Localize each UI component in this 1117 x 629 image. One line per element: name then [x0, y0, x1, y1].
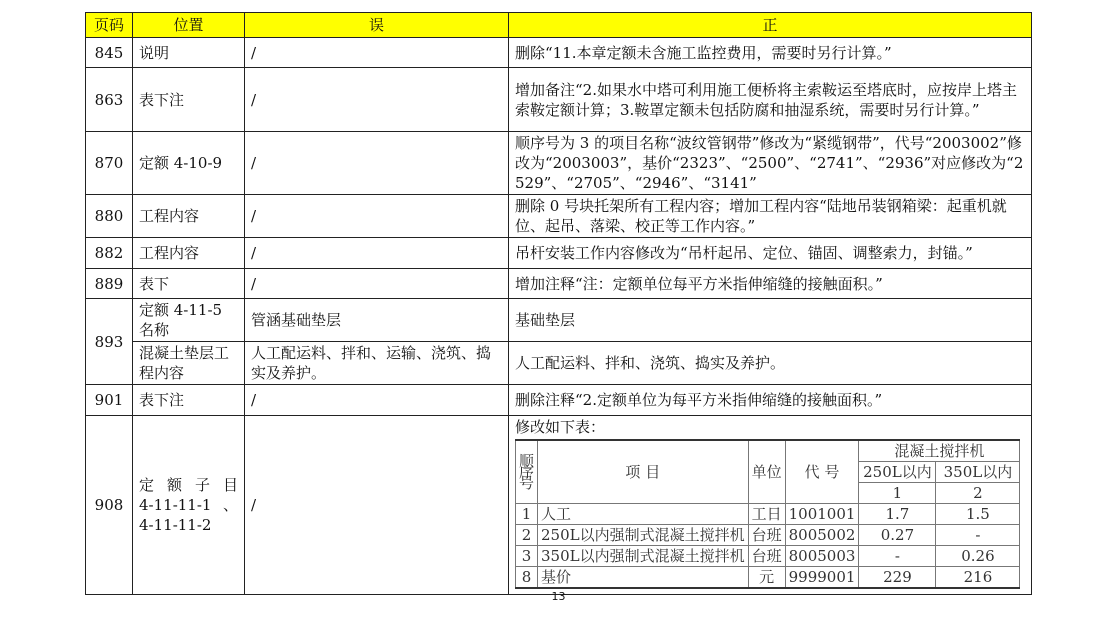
- correction-intro: 修改如下表：: [515, 418, 606, 436]
- header-position: 位置: [133, 13, 245, 38]
- cell-correct: 增加注释“注：定额单位每平方米指伸缩缝的接触面积。”: [509, 269, 1032, 299]
- sub-cell-unit: 台班: [748, 546, 785, 567]
- sub-cell-seq: 1: [516, 504, 538, 525]
- sub-header-col2: 350L以内: [936, 462, 1020, 483]
- sub-header-group: 混凝土搅拌机: [859, 440, 1020, 462]
- sub-header-code: 代 号: [785, 440, 859, 504]
- sub-header-col1: 250L以内: [859, 462, 936, 483]
- table-row: [86, 416, 1032, 595]
- cell-correct: 人工配运料、拌和、浇筑、捣实及养护。: [509, 342, 1032, 385]
- sub-cell-unit: 工日: [748, 504, 785, 525]
- sub-cell-v1: -: [859, 546, 936, 567]
- cell-position: 表下注: [133, 68, 245, 132]
- table-row: [86, 385, 1032, 416]
- sub-row: [516, 546, 1020, 567]
- cell-position: 表下注: [133, 385, 245, 416]
- table-row: [86, 38, 1032, 68]
- cell-position: 定额 4-11-5 名称: [133, 299, 245, 342]
- sub-cell-code: 9999001: [785, 567, 859, 589]
- cell-page: 908: [86, 416, 133, 595]
- table-row: [86, 342, 1032, 385]
- sub-cell-v1: 0.27: [859, 525, 936, 546]
- cell-wrong: 管涵基础垫层: [245, 299, 509, 342]
- cell-position: 工程内容: [133, 238, 245, 269]
- sub-cell-code: 8005003: [785, 546, 859, 567]
- cell-position: 工程内容: [133, 195, 245, 238]
- cell-position: 混凝土垫层工程内容: [133, 342, 245, 385]
- cell-page: 882: [86, 238, 133, 269]
- cell-page: 845: [86, 38, 133, 68]
- errata-table: [85, 12, 1032, 595]
- cell-correct: 吊杆安装工作内容修改为“吊杆起吊、定位、锚固、调整索力，封锚。”: [509, 238, 1032, 269]
- cell-wrong: /: [245, 38, 509, 68]
- cell-position: 表下: [133, 269, 245, 299]
- sub-header-item: 项 目: [538, 440, 749, 504]
- sub-header-row: [516, 440, 1020, 462]
- cell-wrong: /: [245, 269, 509, 299]
- cell-page: 893: [86, 299, 133, 385]
- cell-wrong: /: [245, 238, 509, 269]
- table-row: [86, 68, 1032, 132]
- cell-wrong: /: [245, 195, 509, 238]
- cell-correct: 顺序号为 3 的项目名称“波纹管钢带”修改为“紧缆钢带”，代号“2003002”修改为“2003003”，基价“2323”、“2500”、“2741”、“2936”对应修改为“2529”、“2705”、“2946”、“3141”: [509, 132, 1032, 195]
- cell-page: 889: [86, 269, 133, 299]
- sub-cell-v2: 0.26: [936, 546, 1020, 567]
- sub-cell-v1: 1.7: [859, 504, 936, 525]
- cell-correct: [509, 416, 1032, 595]
- cell-wrong: /: [245, 416, 509, 595]
- position-line: 4-11-11-2: [139, 516, 212, 534]
- sub-header-num2: 2: [936, 483, 1020, 504]
- page-number: 13: [551, 590, 566, 603]
- cell-page: 880: [86, 195, 133, 238]
- cell-wrong: /: [245, 132, 509, 195]
- cell-wrong: /: [245, 68, 509, 132]
- cell-page: 901: [86, 385, 133, 416]
- sub-header-num1: 1: [859, 483, 936, 504]
- sub-cell-v1: 229: [859, 567, 936, 589]
- header-page: 页码: [86, 13, 133, 38]
- cell-correct: 增加备注“2.如果水中塔可利用施工便桥将主索鞍运至塔底时，应按岸上塔主索鞍定额计算；3.鞍罩定额未包括防腐和抽湿系统，需要时另行计算。”: [509, 68, 1032, 132]
- cell-correct: 删除“11.本章定额未含施工监控费用，需要时另行计算。”: [509, 38, 1032, 68]
- header-correct: 正: [509, 13, 1032, 38]
- cell-position: [133, 416, 245, 595]
- revised-quota-table: [515, 439, 1020, 589]
- sub-cell-item: 基价: [538, 567, 749, 589]
- table-row: [86, 269, 1032, 299]
- sub-cell-v2: -: [936, 525, 1020, 546]
- sub-cell-item: 350L以内强制式混凝土搅拌机: [538, 546, 749, 567]
- cell-position: 说明: [133, 38, 245, 68]
- sub-row: [516, 525, 1020, 546]
- cell-correct: 删除注释“2.定额单位为每平方米指伸缩缝的接触面积。”: [509, 385, 1032, 416]
- sub-header-unit: 单位: [748, 440, 785, 504]
- sub-row: [516, 567, 1020, 589]
- cell-page: 870: [86, 132, 133, 195]
- cell-wrong: /: [245, 385, 509, 416]
- sub-cell-item: 人工: [538, 504, 749, 525]
- sub-cell-code: 1001001: [785, 504, 859, 525]
- sub-cell-unit: 元: [748, 567, 785, 589]
- cell-correct: 基础垫层: [509, 299, 1032, 342]
- sub-cell-unit: 台班: [748, 525, 785, 546]
- position-line: 4-11-11-1 、: [139, 496, 238, 514]
- header-row: [86, 13, 1032, 38]
- position-line: 定额子目: [139, 476, 238, 494]
- sub-cell-seq: 2: [516, 525, 538, 546]
- table-row: [86, 195, 1032, 238]
- cell-position: 定额 4-10-9: [133, 132, 245, 195]
- table-row: [86, 299, 1032, 342]
- sub-header-seq: 顺序号: [516, 440, 538, 504]
- table-row: [86, 132, 1032, 195]
- cell-page: 863: [86, 68, 133, 132]
- header-wrong: 误: [245, 13, 509, 38]
- sub-cell-v2: 216: [936, 567, 1020, 589]
- table-row: [86, 238, 1032, 269]
- sub-cell-seq: 3: [516, 546, 538, 567]
- sub-cell-v2: 1.5: [936, 504, 1020, 525]
- cell-correct: 删除 0 号块托架所有工程内容；增加工程内容“陆地吊装钢箱梁：起重机就位、起吊、落梁、校正等工作内容。”: [509, 195, 1032, 238]
- sub-cell-code: 8005002: [785, 525, 859, 546]
- sub-cell-seq: 8: [516, 567, 538, 589]
- sub-row: [516, 504, 1020, 525]
- cell-wrong: 人工配运料、拌和、运输、浇筑、捣实及养护。: [245, 342, 509, 385]
- sub-cell-item: 250L以内强制式混凝土搅拌机: [538, 525, 749, 546]
